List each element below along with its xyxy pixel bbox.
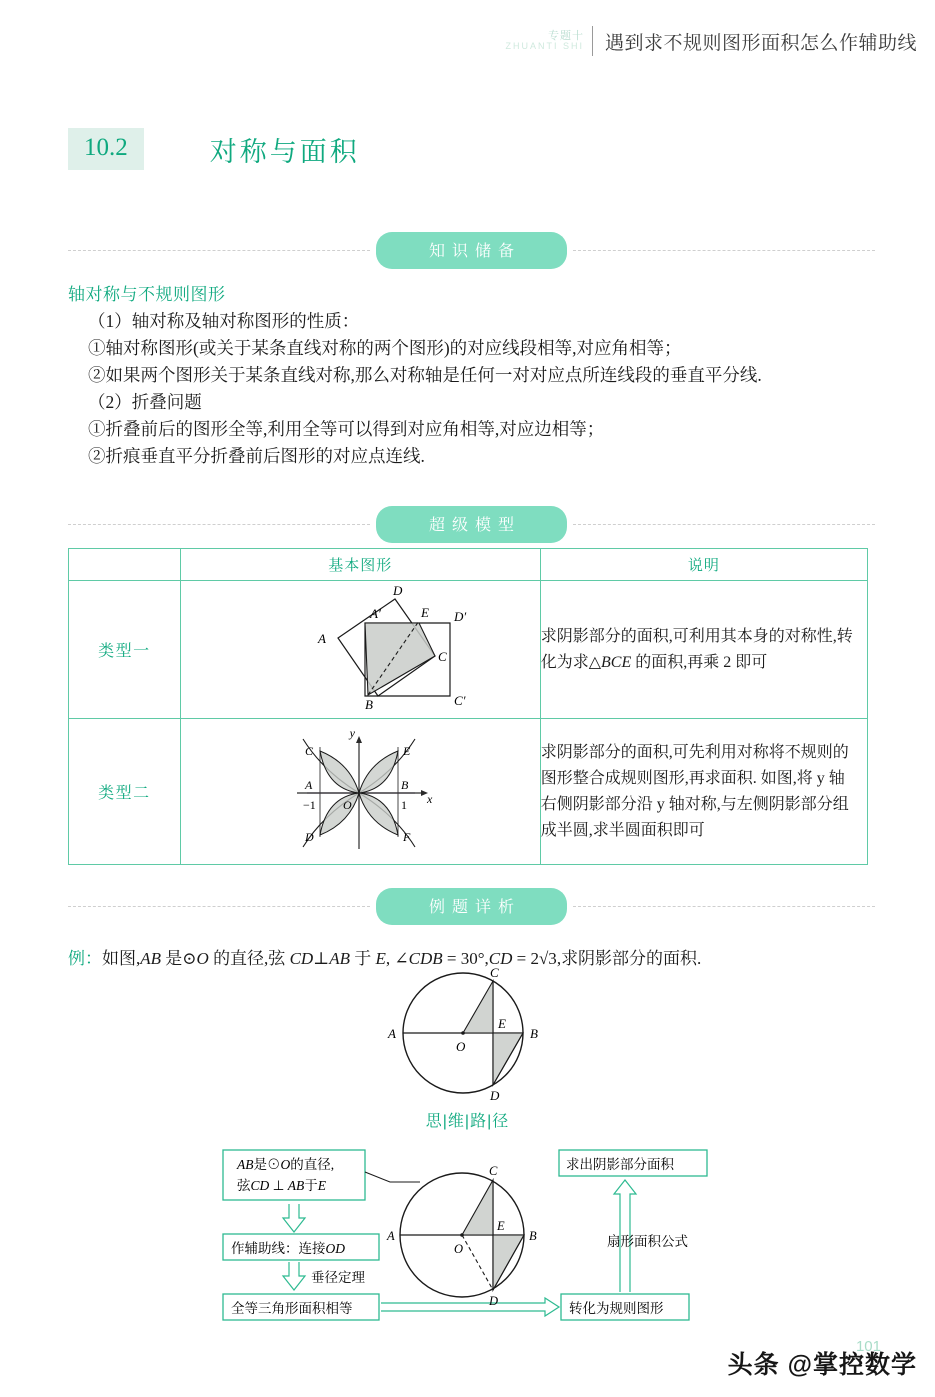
- thinking-path-flowchart: [215, 1142, 715, 1332]
- svg-text:A: A: [388, 1026, 396, 1041]
- row2-desc-line4: 成半圆,求半圆面积即可: [540, 821, 705, 839]
- flowchart-svg: [215, 1142, 715, 1327]
- knowledge-line-1: （1）轴对称及轴对称图形的性质：: [88, 311, 360, 331]
- banner-model: [0, 506, 935, 543]
- header-topic-pinyin: ZHUANTI SHI: [505, 41, 584, 52]
- svg-text:E: E: [498, 1016, 506, 1031]
- row1-desc-line2-post: 的面积,再乘 2 即可: [631, 653, 768, 671]
- row1-type-label: 类型一: [69, 581, 181, 719]
- row2-desc-line2: 图形整合成规则图形,再求面积. 如图,将 y 轴: [540, 769, 845, 787]
- example-p6: ⊥: [313, 949, 330, 968]
- svg-text:O: O: [456, 1039, 466, 1054]
- header-topic-cn: 专题十: [547, 29, 584, 42]
- example-p5: CD: [289, 949, 314, 968]
- figure-rotated-squares: [190, 581, 530, 713]
- knowledge-line-4: （2）折叠问题: [88, 392, 202, 412]
- svg-text:A: A: [387, 1229, 395, 1243]
- flow-node-given-line2: 弦CD ⊥ AB于E: [237, 1178, 327, 1193]
- model-table: [68, 548, 868, 865]
- row1-desc-line2-math: BCE: [601, 653, 632, 671]
- section-title: [68, 128, 360, 170]
- section-name: 对称与面积: [209, 136, 360, 167]
- row1-figure-cell: [180, 581, 540, 719]
- svg-text:D: D: [305, 830, 314, 844]
- svg-text:A: A: [305, 778, 313, 792]
- svg-text:E: E: [497, 1219, 505, 1233]
- page-number: 101: [855, 1338, 881, 1355]
- banner-knowledge: [0, 232, 935, 269]
- example-p0: 如图,: [102, 949, 141, 968]
- table-header-row: [69, 549, 868, 581]
- svg-text:B: B: [401, 778, 409, 792]
- svg-text:C′: C′: [454, 693, 466, 708]
- flow-label-theorem: 垂径定理: [311, 1270, 365, 1285]
- flow-node-regular-label: 转化为规则图形: [569, 1301, 664, 1316]
- thinking-path-label: 思|维|路|径: [425, 1113, 510, 1130]
- svg-text:E: E: [421, 605, 430, 620]
- svg-text:B: B: [365, 697, 374, 712]
- col-header-blank: [69, 549, 181, 581]
- knowledge-line-6: ②折痕垂直平分折叠前后图形的对应点连线.: [88, 446, 425, 466]
- flow-label-formula: 扇形面积公式: [607, 1234, 688, 1249]
- svg-text:F: F: [403, 830, 411, 844]
- svg-text:y: y: [349, 726, 356, 740]
- col-header-figure: 基本图形: [180, 549, 540, 581]
- flowchart-circle-figure: [386, 1164, 537, 1308]
- banner-dash-left: [68, 250, 370, 251]
- banner-knowledge-label: 知识储备: [376, 232, 567, 269]
- flow-arrow-down-1: [283, 1204, 305, 1232]
- section-number: 10.2: [68, 128, 144, 170]
- knowledge-body: [88, 308, 918, 470]
- page-header: [0, 18, 935, 64]
- flow-arrow-down-2: [283, 1262, 305, 1290]
- row1-desc-line2-pre: 化为求△: [540, 653, 601, 671]
- table-row: [69, 719, 868, 865]
- row2-desc-cell: [540, 719, 867, 865]
- svg-text:D: D: [489, 1294, 499, 1308]
- svg-text:C: C: [490, 965, 499, 980]
- row2-figure-cell: [180, 719, 540, 865]
- banner-example: [0, 888, 935, 925]
- header-topic: [505, 31, 584, 52]
- example-p4: 的直径,弦: [208, 949, 290, 968]
- row2-desc-line3: 右侧阴影部分沿 y 轴对称,与左侧阴影部分组: [540, 795, 849, 813]
- figure-circle-chord: [378, 963, 558, 1105]
- row2-type-label: 类型二: [69, 719, 181, 865]
- example-figure: [378, 963, 558, 1110]
- watermark: 头条 @掌控数学: [727, 1351, 917, 1379]
- svg-text:C: C: [305, 744, 314, 758]
- example-p14: = 2: [512, 949, 539, 968]
- svg-text:C: C: [438, 649, 447, 664]
- example-p7: AB: [329, 949, 350, 968]
- col-header-desc: 说明: [540, 549, 867, 581]
- svg-text:O: O: [343, 798, 352, 812]
- row1-desc-line1: 求阴影部分的面积,可利用其本身的对称性,转: [540, 627, 853, 645]
- row1-desc-line2: [541, 650, 867, 676]
- flow-arrow-right: [381, 1298, 559, 1316]
- svg-text:1: 1: [401, 798, 408, 812]
- svg-text:O: O: [454, 1242, 464, 1256]
- example-p15: √3: [538, 949, 557, 968]
- svg-text:B: B: [529, 1229, 537, 1243]
- example-p8: 于: [349, 949, 376, 968]
- banner-model-label: 超级模型: [376, 506, 567, 543]
- svg-text:D: D: [393, 583, 403, 598]
- header-divider: [592, 26, 593, 56]
- svg-text:C: C: [489, 1164, 498, 1178]
- banner-example-label: 例题详析: [376, 888, 567, 925]
- svg-text:x: x: [427, 792, 433, 806]
- svg-text:B: B: [530, 1026, 538, 1041]
- table-row: [69, 581, 868, 719]
- flow-node-given-line1: AB是⊙O的直径,: [237, 1157, 335, 1172]
- example-p9: E: [375, 949, 386, 968]
- example-p13: CD: [488, 949, 513, 968]
- svg-text:A: A: [318, 631, 327, 646]
- row2-desc-line1: 求阴影部分的面积,可先利用对称将不规则的: [540, 743, 849, 761]
- knowledge-subhead: 轴对称与不规则图形: [68, 285, 226, 304]
- svg-text:D′: D′: [454, 609, 467, 624]
- example-label: 例：: [68, 949, 102, 968]
- svg-text:A′: A′: [370, 606, 382, 621]
- example-p11: CDB: [408, 949, 443, 968]
- banner-dash-left-3: [68, 906, 370, 907]
- flow-node-aux-label: 作辅助线：连接OD: [231, 1241, 345, 1256]
- figure-four-petal-curve: [235, 719, 485, 859]
- row1-desc-cell: [540, 581, 867, 719]
- banner-dash-left-2: [68, 524, 370, 525]
- svg-text:D: D: [490, 1088, 500, 1103]
- svg-text:−1: −1: [303, 798, 316, 812]
- banner-dash-right: [573, 250, 875, 251]
- flow-node-result-label: 求出阴影部分面积: [566, 1157, 674, 1172]
- example-p1: AB: [140, 949, 162, 968]
- knowledge-line-3: ②如果两个图形关于某条直线对称,那么对称轴是任何一对对应点所连线段的垂直平分线.: [88, 365, 762, 385]
- example-p3: O: [196, 949, 209, 968]
- svg-text:E: E: [403, 744, 411, 758]
- banner-dash-right-2: [573, 524, 875, 525]
- example-p16: ,求阴影部分的面积.: [556, 949, 702, 968]
- knowledge-line-5: ①折叠前后的图形全等,利用全等可以得到对应角相等,对应边相等；: [88, 419, 605, 439]
- example-p12: = 30°,: [442, 949, 489, 968]
- flow-node-congruent-label: 全等三角形面积相等: [231, 1301, 353, 1316]
- banner-dash-right-3: [573, 906, 875, 907]
- knowledge-line-2: ①轴对称图形(或关于某条直线对称的两个图形)的对应线段相等,对应角相等；: [88, 338, 682, 358]
- example-p10: , ∠: [385, 949, 409, 968]
- example-p2: 是⊙: [161, 949, 197, 968]
- header-title: 遇到求不规则图形面积怎么作辅助线: [604, 32, 917, 54]
